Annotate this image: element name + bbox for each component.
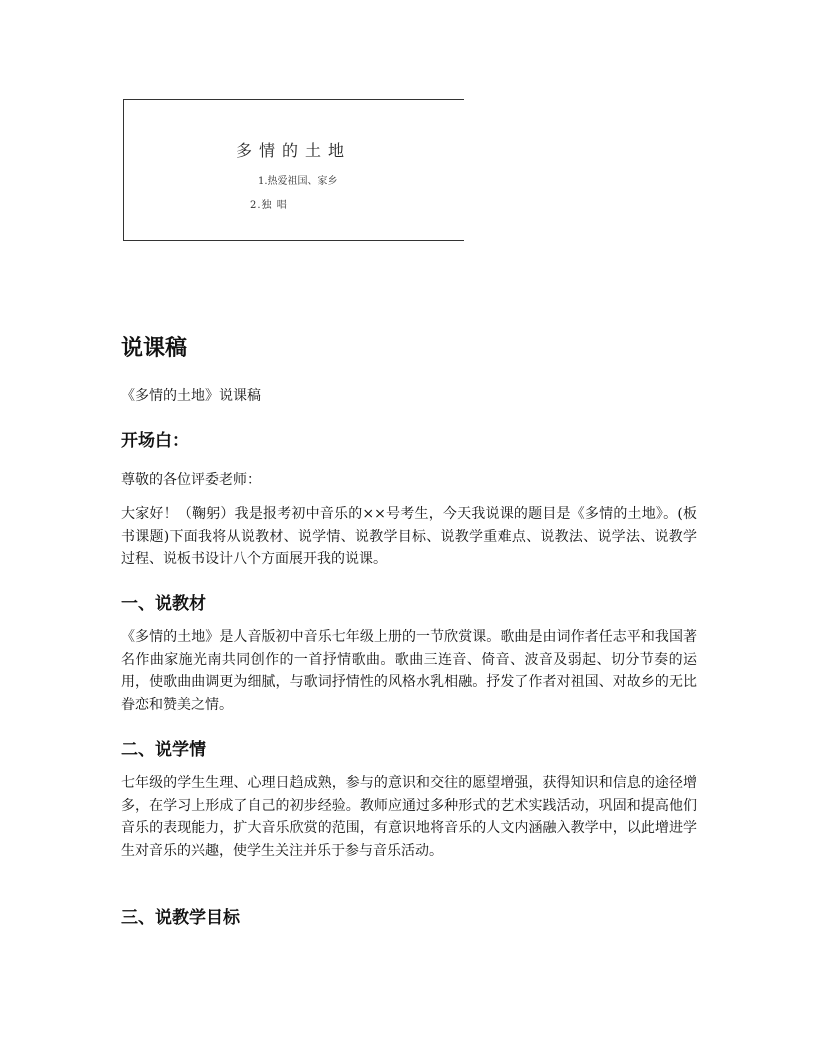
opening-body: 大家好！（鞠躬）我是报考初中音乐的××号考生，今天我说课的题目是《多情的土地》。(板书课题)下面我将从说教材、说学情、说教学目标、说教学重难点、说教法、说学法、说教学过程、说板书设计八个方面展开我的说课。	[121, 506, 697, 567]
section-heading-objectives: 三、说教学目标	[121, 908, 240, 928]
section-heading-students: 二、说学情	[121, 740, 206, 760]
section-body-students: 七年级的学生生理、心理日趋成熟，参与的意识和交往的愿望增强，获得知识和信息的途径增多，在学习上形成了自己的初步经验。教师应通过多种形式的艺术实践活动，巩固和提高他们音乐的表现能力，扩大音乐欣赏的范围，有意识地将音乐的人文内涵融入教学中，以此增进学生对音乐的兴趣，使学生关注并乐于参与音乐活动。	[121, 775, 697, 859]
board-point-1: 1.热爱祖国、家乡	[258, 176, 338, 187]
blackboard-design-figure	[123, 99, 464, 241]
opening-greeting: 尊敬的各位评委老师：	[121, 472, 261, 488]
document-subtitle: 《多情的土地》说课稿	[121, 388, 261, 404]
opening-heading: 开场白：	[121, 431, 189, 451]
board-title: 多情的土地	[236, 141, 352, 160]
section-body-textbook: 《多情的土地》是人音版初中音乐七年级上册的一节欣赏课。歌曲是由词作者任志平和我国著名作曲家施光南共同创作的一首抒情歌曲。歌曲三连音、倚音、波音及弱起、切分节奏的运用，使歌曲曲调更为细腻，与歌词抒情性的风格水乳相融。抒发了作者对祖国、对故乡的无比眷恋和赞美之情。	[121, 629, 697, 713]
board-point-2: 2.独 唱	[250, 200, 288, 211]
document-heading: 说课稿	[121, 336, 188, 361]
section-heading-textbook: 一、说教材	[121, 594, 206, 614]
